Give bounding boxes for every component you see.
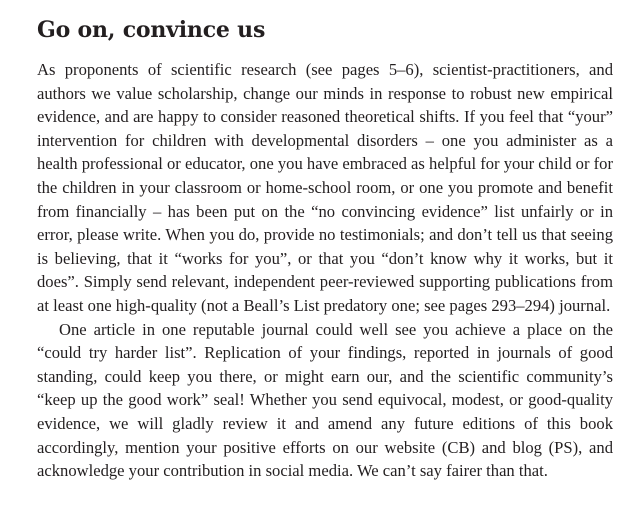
body-paragraph-2: One article in one reputable journal could well see you achieve a place on the “could try harder list”. Replication of your findings, reported in journals of good standing, could keep you there, or might earn our, and the scientific community’s “keep up the good work” seal! Whether you send equivocal, modest, or good-quality evidence, we will gladly review it and amend any future editions of this book accordingly, mention your positive efforts on our website (CB) and blog (PS), and acknowledge your contribution in social media. We can’t say fairer than that. [37,319,613,481]
body-paragraph-1: As proponents of scientific research (see pages 5–6), scientist-practitioners, and authors we value scholarship, change our minds in response to robust new empirical evidence, and are happy to consider reasoned theoretical shifts. If you feel that “your” intervention for children with developmental disorders – one you administer as a health professional or educator, one you have embraced as helpful for your child or for the children in your classroom or home-school room, or one you promote and benefit from financially – has been put on the “no convincing evidence” list unfairly or in error, please write. When you do, provide no testimonials; and don’t tell us that seeing is believing, that it “works for you”, or that you “don’t know why it works, but it does”. Simply send relevant, independent peer-reviewed supporting publications from at least one high-quality (not a Beall’s List predatory one; see pages 293–294) journal. [37,60,613,315]
section-heading: Go on, convince us [37,17,266,43]
